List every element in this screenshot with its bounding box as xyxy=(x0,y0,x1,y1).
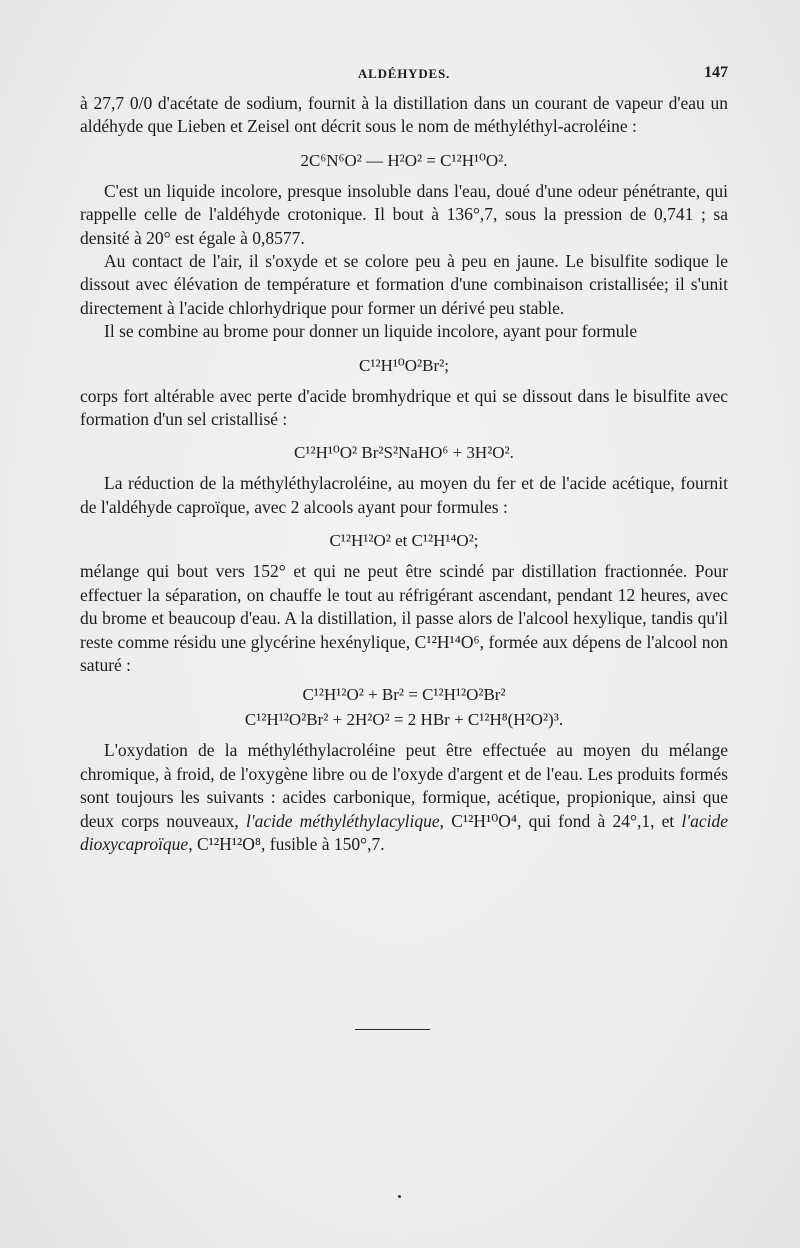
page-number: 147 xyxy=(704,64,728,81)
acid-name-2: l'acide dioxycaproïque xyxy=(80,810,729,854)
formula-acid-1: C¹²H¹⁰O⁴ xyxy=(451,810,518,831)
page-header xyxy=(80,62,728,86)
paragraph-oxidation: L'oxydation de la méthyléthylacroléine peut être effectuée au moyen du mélange chromique, à froid, de l'oxygène libre ou de l'oxyde d'argent et de l'eau. Les produits formés sont toujours les suivants : acides carbonique, formique, acétique, propionique, ainsi que deux corps nouveaux, l'acide méthyléthylacylique, C¹²H¹⁰O⁴, qui fond à 24°,1, et l'acide dioxycaproïque, C¹²H¹²O⁸, fusible à 150°,7. xyxy=(80,740,729,854)
formula-methylethylacrolein-synthesis: 2C⁶N⁶O² — H²O² = C¹²H¹⁰O². xyxy=(300,150,508,170)
formula-dibromide: C¹²H¹⁰O²Br²; xyxy=(359,355,449,375)
section-end-rule xyxy=(355,1029,430,1030)
paragraph-intro: à 27,7 0/0 d'acétate de sodium, fournit à la distillation dans un courant de vapeur d'eau un aldéhyde que Lieben et Zeisel ont décrit sous le nom de méthyléthyl-acroléine : xyxy=(80,93,728,137)
oxidation-text-mid: , qui fond à 24°,1, et xyxy=(517,810,675,831)
formula-hydrolysis: C¹²H¹²O²Br² + 2H²O² = 2 HBr + C¹²H⁸(H²O²)³. xyxy=(244,710,564,730)
paragraph-separation xyxy=(80,560,728,677)
ink-speck xyxy=(398,1195,401,1198)
separation-text: mélange qui bout vers 152° et qui ne peut être scindé par distillation fractionnée. Pour effectuer la séparation, on chauffe le tout au réfrigérant ascendant, pendant 12 heures, avec du brome et beaucoup d'eau. A la distillation, il passe alors de l'alcool hexylique, tandis qu'il reste comme résidu une glycérine hexénylique, xyxy=(80,561,728,652)
paragraph-reduction: La réduction de la méthyléthylacroléine, au moyen du fer et de l'acide acétique, fournit de l'aldéhyde caproïque, avec 2 alcools ayant pour formules : xyxy=(80,473,728,517)
formula-glycerin: C¹²H¹⁴O⁶ xyxy=(414,631,480,652)
formula-acid-2: C¹²H¹²O⁸ xyxy=(196,833,262,854)
acid-name-1: l'acide méthyléthylacylique xyxy=(245,810,440,831)
oxidation-text: L'oxydation de la méthyléthylacroléine peut être effectuée au moyen du mélange chromique, à froid, de l'oxygène libre ou de l'oxyde d'argent et de l'eau. Les produits formés sont toujours les suivants : acides carbonique, formique, acétique, propionique, ainsi que deux corps nouveaux, xyxy=(80,740,728,831)
paragraph-properties: C'est un liquide incolore, presque insoluble dans l'eau, doué d'une odeur pénétrante, qui rappelle celle de l'aldéhyde crotonique. Il bout à 136°,7, sous la pression de 0,741 ; sa densité à 20° est égale à 0,8577. xyxy=(80,180,728,248)
formula-alcohols: C¹²H¹²O² et C¹²H¹⁴O²; xyxy=(329,531,479,551)
separation-text-end: , formée aux dépens de l'alcool non saturé : xyxy=(80,631,728,675)
paragraph-bromine: Il se combine au brome pour donner un liquide incolore, ayant pour formule xyxy=(104,321,638,342)
formula-bisulfite-salt: C¹²H¹⁰O² Br²S²NaHO⁶ + 3H²O². xyxy=(294,443,514,463)
page-body xyxy=(80,92,728,856)
running-title: ALDÉHYDES. xyxy=(357,66,451,81)
formula-bromination: C¹²H¹²O² + Br² = C¹²H¹²O²Br² xyxy=(302,685,506,705)
paragraph-bisulfite: corps fort altérable avec perte d'acide bromhydrique et qui se dissout dans le bisulfite avec formation d'un sel cristallisé : xyxy=(80,385,728,430)
paragraph-air-contact: Au contact de l'air, il s'oxyde et se colore peu à peu en jaune. Le bisulfite sodique le dissout avec élévation de température et formation d'une combinaison cristallisée; il s'unit directement à l'acide chlorhydrique pour former un dérivé peu stable. xyxy=(80,251,728,318)
oxidation-text-end: , fusible à 150°,7. xyxy=(261,833,385,854)
